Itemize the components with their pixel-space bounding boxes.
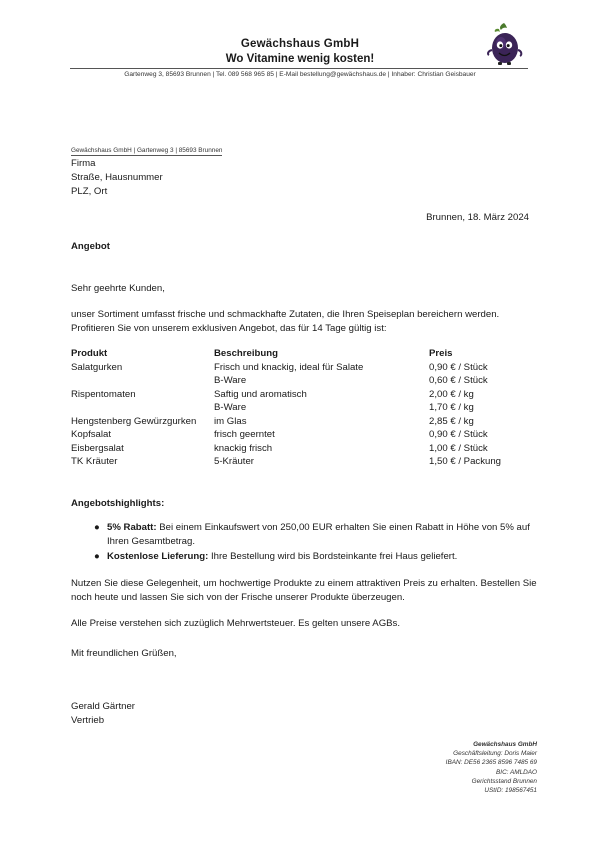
closing-paragraph: Nutzen Sie diese Gelegenheit, um hochwertige Produkte zu einem attraktiven Preis zu erhalten. Bestellen Sie noch heute und lassen Sie sich von der Frische unserer Produkte überzeugen. — [71, 578, 537, 603]
cell-description: B-Ware — [214, 402, 247, 413]
cell-product: TK Kräuter — [71, 456, 118, 467]
highlight-label: Kostenlose Lieferung: — [107, 551, 209, 563]
cell-description: Saftig und aromatisch — [214, 388, 307, 400]
highlights-title: Angebotshighlights: — [71, 498, 165, 509]
cell-product: Eisbergsalat — [71, 442, 124, 454]
signer-name: Gerald Gärtner — [71, 701, 135, 712]
recipient-company: Firma — [71, 158, 96, 169]
cell-price: 1,70 € / kg — [429, 402, 474, 413]
cell-price: 1,00 € / Stück — [429, 442, 488, 454]
cell-price: 2,85 € / kg — [429, 415, 474, 427]
footer-management: Geschäftsleitung: Doris Maier — [453, 750, 537, 758]
cell-description: im Glas — [214, 415, 247, 427]
company-name: Gewächshaus GmbH — [240, 38, 360, 50]
letter-subject: Angebot — [71, 241, 110, 252]
cell-description: Frisch und knackig, ideal für Salate — [214, 361, 364, 373]
recipient-city: PLZ, Ort — [71, 186, 108, 198]
footer-iban: IBAN: DE56 2365 8596 7485 69 — [445, 759, 537, 767]
contact-line: Gartenweg 3, 85693 Brunnen | Tel. 089 568 965 85 | E-Mail bestellung@gewächshaus.de | Inhaber: Christian Geisbauer — [124, 71, 476, 78]
recipient-street: Straße, Hausnummer — [71, 172, 163, 184]
header-price: Preis — [429, 348, 453, 359]
cell-price: 2,00 € / kg — [429, 388, 474, 400]
company-slogan: Wo Vitamine wenig kosten! — [225, 53, 375, 65]
highlight-text: Bei einem Einkaufswert von 250,00 EUR erhalten Sie einen Rabatt in Höhe von 5% auf Ihren Gesamtbetrag. — [107, 522, 530, 547]
cell-price: 1,50 € / Packung — [429, 456, 502, 467]
footer-company-info — [446, 740, 537, 795]
cell-product: Kopfsalat — [71, 429, 112, 440]
header-divider — [70, 68, 528, 69]
cell-description: frisch geerntet — [214, 429, 275, 440]
regards: Mit freundlichen Grüßen, — [71, 648, 177, 659]
eggplant-mascot-icon — [484, 20, 524, 66]
list-item — [94, 521, 534, 548]
header-description: Beschreibung — [214, 348, 278, 359]
signature-block — [71, 700, 135, 727]
header-product: Produkt — [71, 348, 108, 359]
return-address: Gewächshaus GmbH | Gartenweg 3 | 85693 Brunnen — [71, 147, 223, 154]
cell-product: Hengstenberg Gewürzgurken — [71, 415, 197, 427]
highlights-list — [94, 521, 534, 566]
cell-product: Salatgurken — [71, 361, 123, 373]
intro-paragraph: unser Sortiment umfasst frische und schmackhafte Zutaten, die Ihren Speiseplan bereichern werden. Profitieren Sie von unserem exklusiven Angebot, das für 14 Tage gültig ist: — [71, 309, 500, 334]
recipient-address — [71, 157, 163, 200]
footer-bic: BIC: AMLDAO — [496, 768, 537, 776]
signer-department: Vertrieb — [71, 714, 105, 726]
footer-court: Gerichtsstand Brunnen — [471, 777, 537, 785]
cell-price: 0,60 € / Stück — [429, 375, 488, 386]
cell-product: Rispentomaten — [71, 388, 136, 400]
footer-vat: UStID: 198567451 — [484, 787, 537, 795]
highlight-text: Ihre Bestellung wird bis Bordsteinkante frei Haus geliefert. — [210, 551, 458, 563]
cell-price: 0,90 € / Stück — [429, 429, 488, 440]
bullet-icon: ● — [94, 522, 100, 533]
bullet-icon: ● — [94, 551, 100, 563]
cell-description: 5-Kräuter — [214, 456, 254, 467]
greeting: Sehr geehrte Kunden, — [71, 283, 165, 294]
cell-description: knackig frisch — [214, 442, 273, 454]
letter-date: Brunnen, 18. März 2024 — [426, 212, 529, 223]
cell-price: 0,90 € / Stück — [429, 361, 488, 373]
vat-note: Alle Preise verstehen sich zuzüglich Mehrwertsteuer. Es gelten unsere AGBs. — [71, 618, 401, 629]
cell-description: B-Ware — [214, 375, 247, 386]
highlight-label: 5% Rabatt: — [107, 522, 157, 533]
list-item — [94, 550, 534, 564]
footer-company-name: Gewächshaus GmbH — [473, 741, 537, 748]
